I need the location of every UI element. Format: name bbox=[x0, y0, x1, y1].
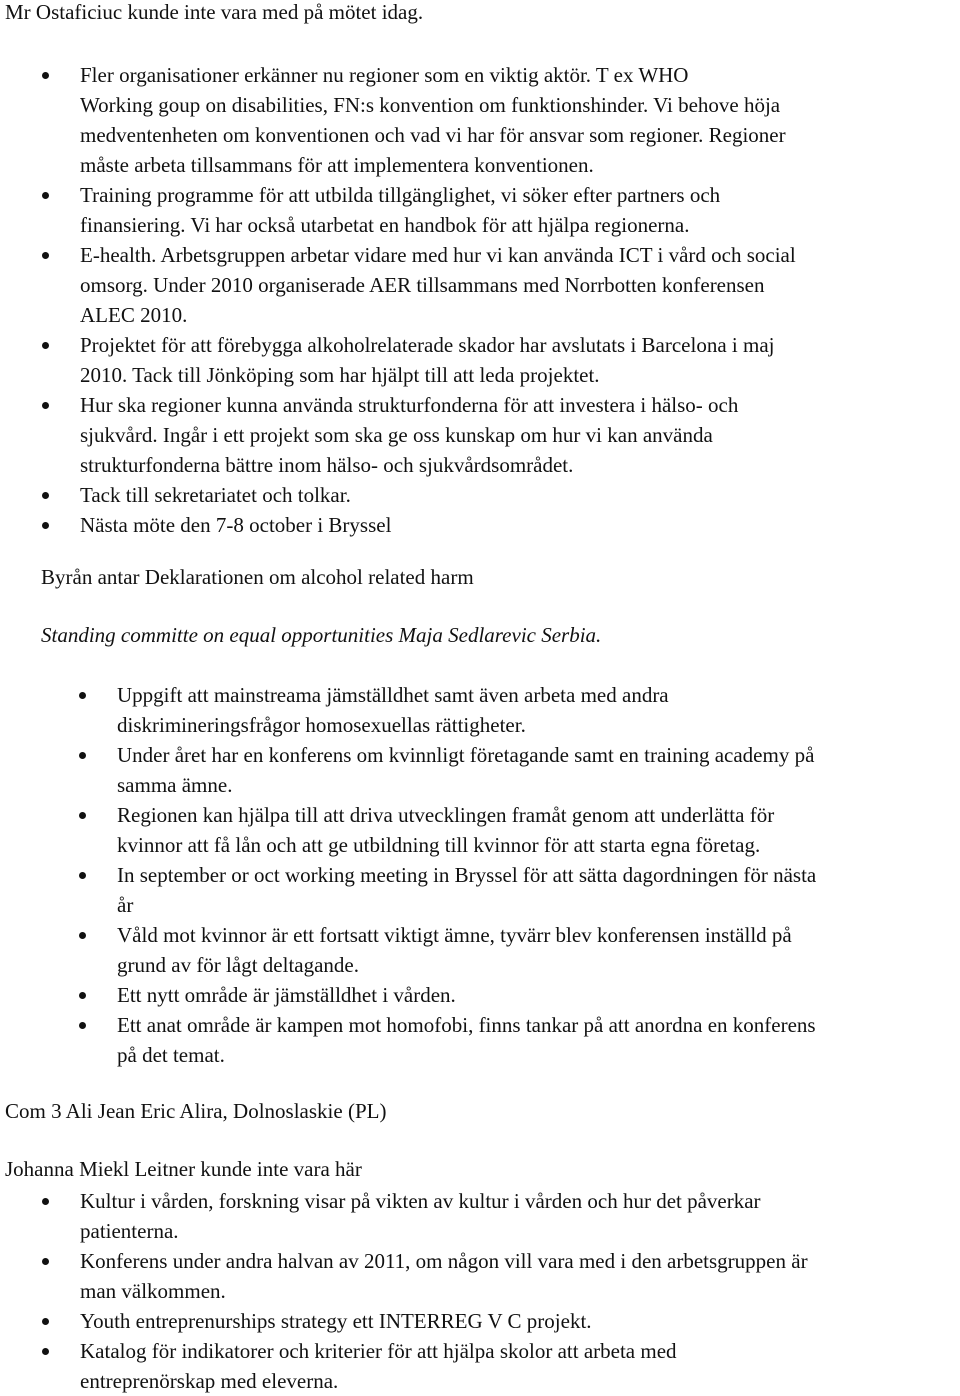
region-updates-list bbox=[80, 60, 960, 540]
list-item bbox=[117, 800, 960, 860]
list-item bbox=[117, 680, 960, 740]
list-item-line: sjukvård. Ingår i ett projekt som ska ge oss kunskap om hur vi kan använda bbox=[80, 423, 713, 447]
bullet-icon bbox=[42, 1258, 49, 1265]
list-item-line: diskrimineringsfrågor homosexuellas rättigheter. bbox=[117, 713, 526, 737]
list-item-line: Kultur i vården, forskning visar på vikten av kultur i vården och hur det påverkar bbox=[80, 1189, 761, 1213]
list-item bbox=[80, 240, 960, 330]
list-item-line: 2010. Tack till Jönköping som har hjälpt till att leda projektet. bbox=[80, 363, 600, 387]
list-item-line: E-health. Arbetsgruppen arbetar vidare med hur vi kan använda ICT i vård och social bbox=[80, 243, 796, 267]
list-item bbox=[80, 1246, 960, 1306]
bullet-icon bbox=[42, 342, 49, 349]
list-item bbox=[117, 980, 960, 1010]
bullet-icon bbox=[79, 1022, 86, 1029]
list-item-line: Working goup on disabilities, FN:s konvention om funktionshinder. Vi behove höja bbox=[80, 93, 781, 117]
bullet-icon bbox=[79, 752, 86, 759]
bullet-icon bbox=[42, 1198, 49, 1205]
list-item bbox=[80, 1336, 960, 1396]
intro-line: Mr Ostaficiuc kunde inte vara med på mötet idag. bbox=[5, 0, 424, 24]
committee-heading: Standing committe on equal opportunities Maja Sedlarevic Serbia. bbox=[41, 623, 602, 647]
bullet-icon bbox=[42, 492, 49, 499]
list-item-line: Katalog för indikatorer och kriterier för att hjälpa skolor att arbeta med bbox=[80, 1339, 677, 1363]
list-item-line: ALEC 2010. bbox=[80, 303, 188, 327]
list-item-line: strukturfonderna bättre inom hälso- och sjukvårdsområdet. bbox=[80, 453, 574, 477]
list-item-line: Fler organisationer erkänner nu regioner som en viktig aktör. T ex WHO bbox=[80, 63, 689, 87]
list-item bbox=[117, 1010, 960, 1070]
list-item bbox=[80, 330, 960, 390]
bullet-icon bbox=[42, 1348, 49, 1355]
list-item-line: grund av för lågt deltagande. bbox=[117, 953, 359, 977]
bullet-icon bbox=[79, 692, 86, 699]
list-item-line: Hur ska regioner kunna använda strukturfonderna för att investera i hälso- och bbox=[80, 393, 739, 417]
list-item bbox=[80, 510, 960, 540]
list-item-line: man välkommen. bbox=[80, 1279, 226, 1303]
bullet-icon bbox=[42, 522, 49, 529]
list-item-line: In september or oct working meeting in Bryssel för att sätta dagordningen för nästa bbox=[117, 863, 817, 887]
list-item-line: entreprenörskap med eleverna. bbox=[80, 1369, 339, 1393]
list-item-line: Nästa möte den 7-8 october i Bryssel bbox=[80, 513, 392, 537]
bullet-icon bbox=[79, 932, 86, 939]
bullet-icon bbox=[42, 72, 49, 79]
list-item-line: Ett nytt område är jämställdhet i vården. bbox=[117, 983, 456, 1007]
list-item-line: år bbox=[117, 893, 134, 917]
list-item-line: Training programme för att utbilda tillgänglighet, vi söker efter partners och bbox=[80, 183, 721, 207]
list-item-line: Uppgift att mainstreama jämställdhet samt även arbeta med andra bbox=[117, 683, 669, 707]
list-item-line: Regionen kan hjälpa till att driva utvecklingen framåt genom att underlätta för bbox=[117, 803, 775, 827]
list-item-line: medventenheten om konventionen och vad vi har för ansvar som regioner. Regioner bbox=[80, 123, 786, 147]
bullet-icon bbox=[42, 192, 49, 199]
bullet-icon bbox=[79, 812, 86, 819]
list-item-line: samma ämne. bbox=[117, 773, 233, 797]
list-item bbox=[80, 180, 960, 240]
bullet-icon bbox=[42, 252, 49, 259]
list-item bbox=[80, 1306, 960, 1336]
list-item-line: Ett anat område är kampen mot homofobi, finns tankar på att anordna en konferens bbox=[117, 1013, 816, 1037]
list-item bbox=[80, 60, 960, 180]
list-item-line: Tack till sekretariatet och tolkar. bbox=[80, 483, 351, 507]
bullet-icon bbox=[42, 402, 49, 409]
list-item-line: på det temat. bbox=[117, 1043, 225, 1067]
list-item-line: Konferens under andra halvan av 2011, om någon vill vara med i den arbetsgruppen är bbox=[80, 1249, 808, 1273]
bullet-icon bbox=[42, 1318, 49, 1325]
equal-opportunities-list bbox=[117, 680, 960, 1070]
list-item-line: Youth entreprenurships strategy ett INTERREG V C projekt. bbox=[80, 1309, 592, 1333]
johanna-line: Johanna Miekl Leitner kunde inte vara här bbox=[5, 1157, 362, 1181]
list-item bbox=[80, 390, 960, 480]
bullet-icon bbox=[79, 992, 86, 999]
com3-heading: Com 3 Ali Jean Eric Alira, Dolnoslaskie (PL) bbox=[5, 1099, 387, 1123]
list-item bbox=[117, 920, 960, 980]
list-item-line: kvinnor att få lån och att ge utbildning till kvinnor för att starta egna företag. bbox=[117, 833, 761, 857]
list-item bbox=[117, 860, 960, 920]
list-item bbox=[80, 480, 960, 510]
list-item-line: finansiering. Vi har också utarbetat en handbok för att hjälpa regionerna. bbox=[80, 213, 690, 237]
list-item bbox=[117, 740, 960, 800]
byran-line: Byrån antar Deklarationen om alcohol related harm bbox=[41, 565, 474, 589]
com3-list bbox=[80, 1186, 960, 1396]
bullet-icon bbox=[79, 872, 86, 879]
list-item-line: patienterna. bbox=[80, 1219, 179, 1243]
list-item bbox=[80, 1186, 960, 1246]
list-item-line: Projektet för att förebygga alkoholrelaterade skador har avslutats i Barcelona i maj bbox=[80, 333, 775, 357]
list-item-line: omsorg. Under 2010 organiserade AER tillsammans med Norrbotten konferensen bbox=[80, 273, 765, 297]
list-item-line: Under året har en konferens om kvinnligt företagande samt en training academy på bbox=[117, 743, 815, 767]
list-item-line: Våld mot kvinnor är ett fortsatt viktigt ämne, tyvärr blev konferensen inställd på bbox=[117, 923, 792, 947]
list-item-line: måste arbeta tillsammans för att implementera konventionen. bbox=[80, 153, 594, 177]
